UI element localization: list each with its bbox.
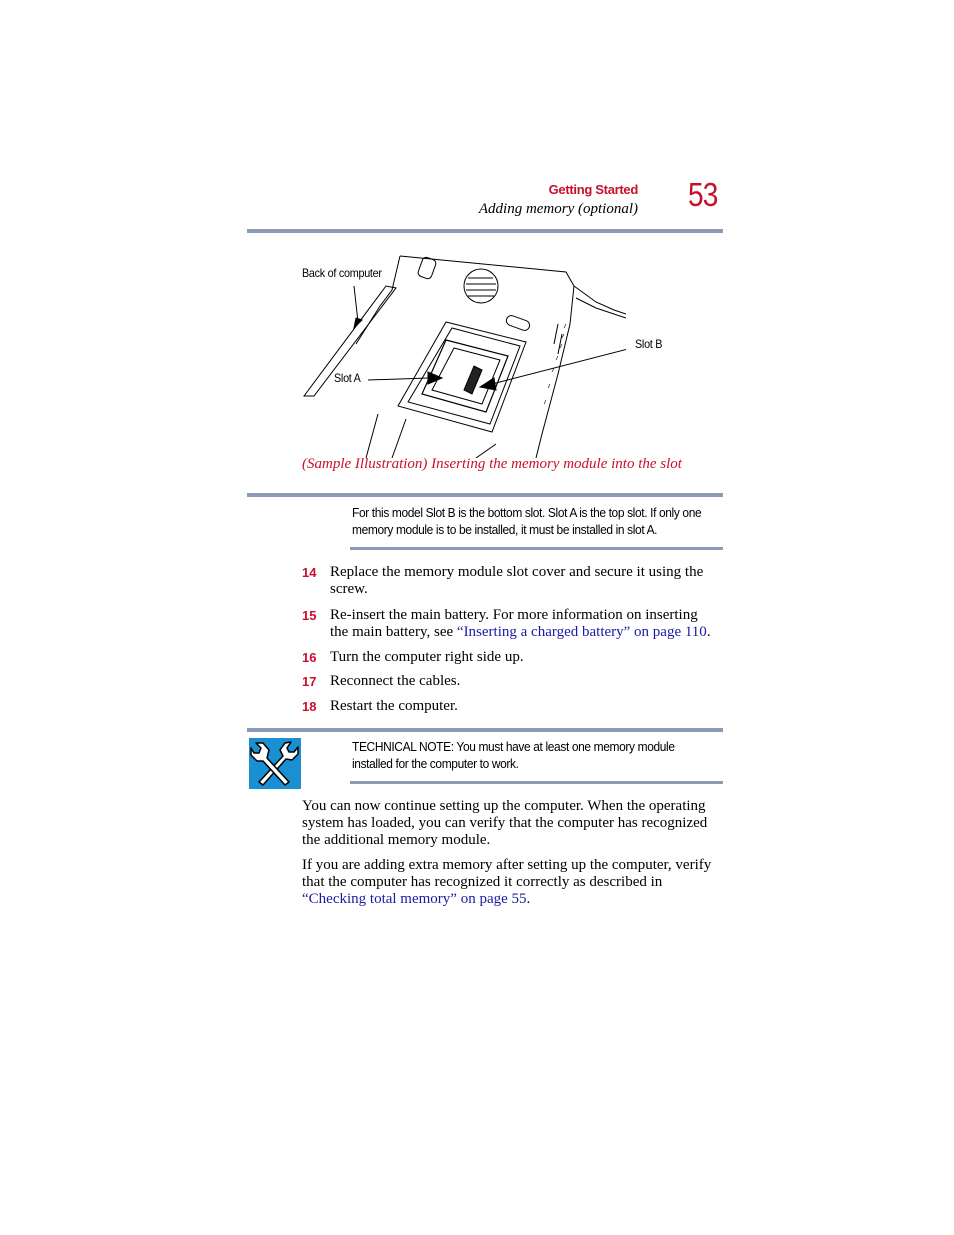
- label-slot-b: Slot B: [635, 337, 663, 351]
- step-16: [302, 649, 722, 667]
- note-line-2: memory module is to be installed, it must be installed in slot A.: [352, 522, 658, 537]
- header-rule: [247, 229, 723, 233]
- paragraph-end: .: [526, 891, 531, 907]
- link-checking-total-memory[interactable]: “Checking total memory” on page 55: [302, 891, 527, 907]
- step-text-end: .: [706, 624, 711, 640]
- tech-note-bottom-rule: [350, 781, 723, 784]
- tech-note-top-rule: [247, 728, 723, 732]
- step-text: Reconnect the cables.: [330, 673, 461, 689]
- step-17: [302, 673, 722, 691]
- label-back-of-computer: Back of computer: [302, 266, 382, 280]
- step-number: 16: [302, 650, 317, 665]
- section-subtitle: Adding memory (optional): [478, 201, 638, 217]
- step-text: Replace the memory module slot cover and secure it using the: [330, 564, 704, 580]
- tech-note-line-1: TECHNICAL NOTE: You must have at least one memory module: [352, 739, 675, 754]
- step-number: 18: [302, 699, 317, 714]
- step-15: [302, 607, 722, 643]
- note-top-rule: [247, 493, 723, 497]
- paragraph-line: If you are adding extra memory after setting up the computer, verify: [302, 857, 712, 873]
- step-text: Restart the computer.: [330, 698, 458, 714]
- paragraph-extra-memory: [302, 857, 724, 908]
- step-14: [302, 564, 722, 600]
- step-text-cont: screw.: [330, 581, 368, 597]
- step-text: Turn the computer right side up.: [330, 649, 524, 665]
- step-text-cont: the main battery, see: [330, 624, 457, 640]
- paragraph-continue-setup: [302, 798, 724, 849]
- label-slot-a: Slot A: [334, 371, 361, 385]
- step-18: [302, 698, 722, 716]
- paragraph-line: the additional memory module.: [302, 832, 491, 848]
- tech-note-line-2: installed for the computer to work.: [352, 756, 519, 771]
- paragraph-line: You can now continue setting up the computer. When the operating: [302, 798, 706, 814]
- note-bottom-rule: [350, 547, 723, 550]
- paragraph-line: that the computer has recognized it correctly as described in: [302, 874, 663, 890]
- step-text: Re-insert the main battery. For more information on inserting: [330, 607, 698, 623]
- link-inserting-battery[interactable]: “Inserting a charged battery” on page 110: [456, 624, 707, 640]
- paragraph-line: system has loaded, you can verify that the computer has recognized: [302, 815, 708, 831]
- page-number: 53: [688, 176, 718, 213]
- section-title: Getting Started: [548, 182, 638, 197]
- note-line-1: For this model Slot B is the bottom slot. Slot A is the top slot. If only one: [352, 505, 702, 520]
- step-number: 17: [302, 674, 317, 689]
- step-number: 15: [302, 608, 317, 623]
- wrench-icon: [249, 738, 301, 789]
- figure-caption: (Sample Illustration) Inserting the memory module into the slot: [302, 456, 682, 472]
- step-number: 14: [302, 565, 317, 580]
